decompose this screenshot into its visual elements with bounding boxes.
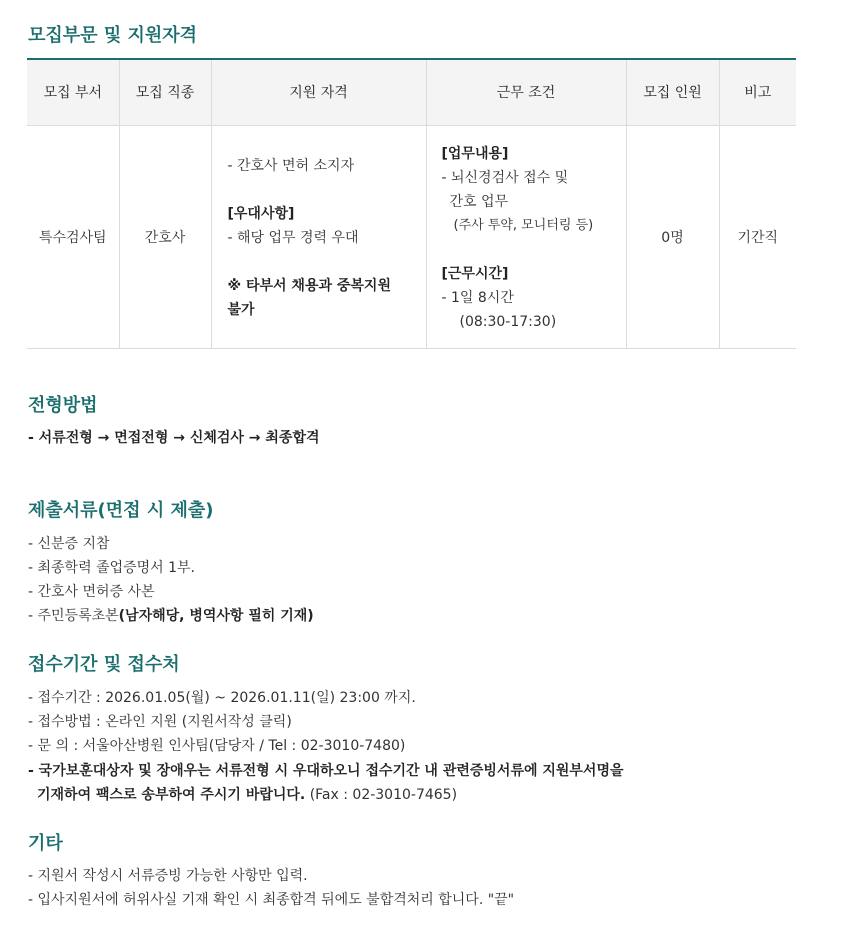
cell-conditions: [426, 125, 626, 348]
cond-hours-title: [근무시간]: [441, 265, 509, 282]
cell-note: 기간직: [719, 125, 796, 348]
cond-hours-line1: - 1일 8시간: [441, 289, 514, 306]
document-item: - 신분증 지참: [28, 536, 110, 552]
qual-license: - 간호사 면허 소지자: [227, 157, 355, 174]
notice-fax: (Fax : 02-3010-7465): [305, 787, 458, 803]
cell-dept: 특수검사팀: [27, 125, 119, 348]
application-contact: - 문 의 : 서울아산병원 인사팀(담당자 / Tel : 02-3010-7480): [28, 738, 406, 754]
document-item: - 최종학력 졸업증명서 1부.: [28, 560, 195, 576]
cond-duty-line1: - 뇌신경검사 접수 및: [441, 169, 569, 186]
header-qualification: 지원 자격: [211, 59, 426, 125]
qual-pref-title: [우대사항]: [227, 205, 295, 222]
other-item: - 입사지원서에 허위사실 기재 확인 시 최종합격 뒤에도 불합격처리 합니다. "끝": [28, 892, 515, 908]
cond-duty-title: [업무내용]: [441, 145, 509, 162]
qual-note-line2: 불가: [227, 301, 255, 318]
section-title-application: 접수기간 및 접수처: [28, 654, 180, 675]
section-title-recruitment: 모집부문 및 지원자격: [28, 25, 198, 46]
notice-line2-text: 기재하여 팩스로 송부하여 주시기 바랍니다.: [37, 787, 306, 803]
header-job: 모집 직종: [119, 59, 211, 125]
document-item: - 간호사 면허증 사본: [28, 584, 155, 600]
section-title-other: 기타: [28, 833, 63, 854]
qual-note-line1: ※ 타부서 채용과 중복지원: [227, 277, 391, 294]
recruitment-table: [27, 58, 796, 349]
section-title-documents: 제출서류(면접 시 제출): [28, 500, 214, 521]
header-count: 모집 인원: [626, 59, 719, 125]
application-period: - 접수기간 : 2026.01.05(월) ~ 2026.01.11(일) 23:00 까지.: [28, 690, 416, 706]
cell-job: 간호사: [119, 125, 211, 348]
header-conditions: 근무 조건: [426, 59, 626, 125]
cond-duty-line2: 간호 업무: [449, 193, 509, 210]
notice-line1: - 국가보훈대상자 및 장애우는 서류전형 시 우대하오니 접수기간 내 관련증빙서류에 지원부서명을: [28, 763, 624, 779]
other-item: - 지원서 작성시 서류증빙 가능한 사항만 입력.: [28, 868, 308, 884]
header-note: 비고: [719, 59, 796, 125]
header-dept: 모집 부서: [27, 59, 119, 125]
table-header-row: [27, 59, 796, 125]
application-method: - 접수방법 : 온라인 지원 (지원서작성 클릭): [28, 714, 292, 730]
cond-hours-line2: (08:30-17:30): [459, 313, 557, 330]
section-title-selection: 전형방법: [28, 395, 98, 416]
cell-count: 0명: [626, 125, 719, 348]
document-item-emphasis: (남자해당, 병역사항 필히 기재): [118, 608, 314, 624]
cell-qualification: [211, 125, 426, 348]
table-row: [27, 125, 796, 348]
cond-duty-line3: (주사 투약, 모니터링 등): [453, 217, 594, 233]
selection-process: - 서류전형 → 면접전형 → 신체검사 → 최종합격: [28, 430, 320, 446]
document-item-prefix: - 주민등록초본: [28, 608, 119, 624]
notice-line2: [37, 785, 457, 805]
document-item: [28, 606, 314, 626]
qual-pref-line: - 해당 업무 경력 우대: [227, 229, 359, 246]
